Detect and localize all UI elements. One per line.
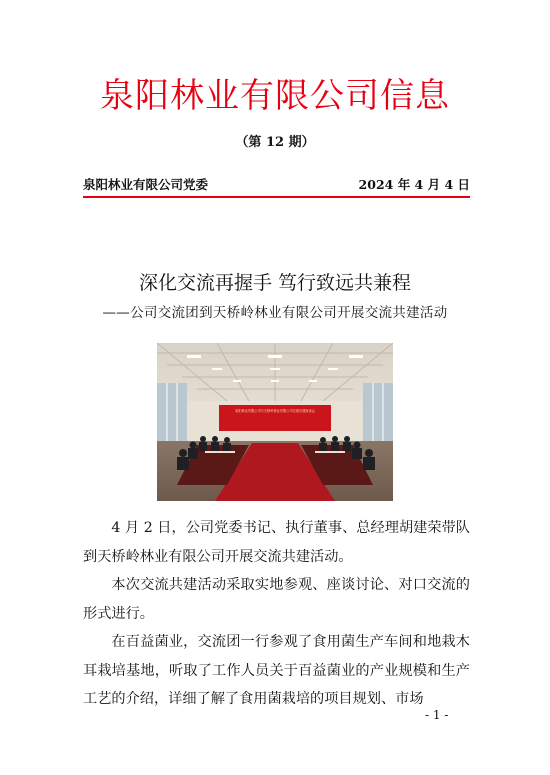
article-body xyxy=(83,514,470,714)
masthead-title: 泉阳林业有限公司信息 xyxy=(100,76,450,116)
article-subtitle: ——公司交流团到天桥岭林业有限公司开展交流共建活动 xyxy=(102,305,448,321)
publisher-row xyxy=(83,176,470,194)
publish-date: 2024 年 4 月 4 日 xyxy=(358,177,470,192)
body-paragraph: 本次交流共建活动采取实地参观、座谈讨论、对口交流的形式进行。 xyxy=(83,577,470,622)
body-paragraph: 4 月 2 日，公司党委书记、执行董事、总经理胡建荣带队到天桥岭林业有限公司开展交流共建活动。 xyxy=(83,520,470,565)
body-paragraph: 在百益菌业，交流团一行参观了食用菌生产车间和地栽木耳栽培基地，听取了工作人员关于百益菌业的产业规模和生产工艺的介绍，详细了解了食用菌栽培的项目规划、市场 xyxy=(83,634,470,707)
issue-number: （第 12 期） xyxy=(235,135,315,150)
red-divider xyxy=(83,196,470,198)
meeting-photo xyxy=(157,343,393,501)
publisher-name: 泉阳林业有限公司党委 xyxy=(83,177,209,192)
svg-text:泉阳林业有限公司与天桥岭林业有限公司交流共建座谈会: 泉阳林业有限公司与天桥岭林业有限公司交流共建座谈会 xyxy=(235,409,315,413)
article-title: 深化交流再握手 笃行致远共兼程 xyxy=(138,272,412,294)
page-number: - 1 - xyxy=(425,708,449,722)
